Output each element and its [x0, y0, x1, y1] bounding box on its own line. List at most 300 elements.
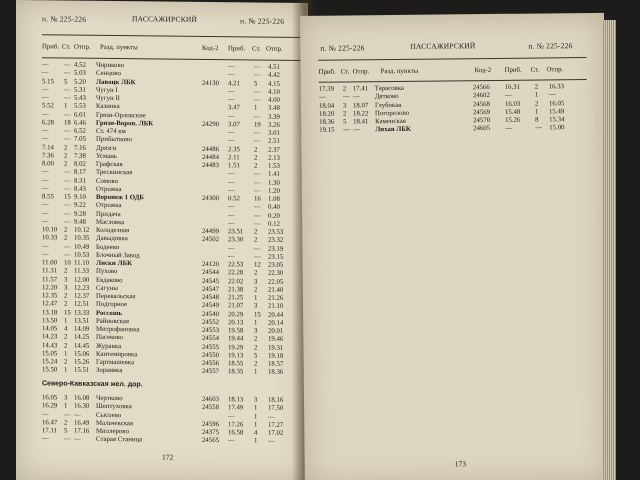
header-title: ПАССАЖИРСКИЙ	[410, 41, 476, 51]
cell-code: 24502	[202, 236, 219, 244]
cell-arr-b: —	[228, 412, 235, 420]
cell-arr-b: 19.13	[228, 351, 244, 360]
cell-arr-b: 15.26	[505, 116, 521, 124]
cell-dep-b: 19.31	[268, 344, 284, 352]
cell-stop-a: 2	[64, 358, 68, 366]
cell-arr-b: 21.38	[228, 285, 244, 294]
header-rule-top	[318, 57, 586, 61]
cell-stop-b: —	[254, 88, 261, 96]
cell-stop-a: 2	[342, 85, 347, 93]
cell-dep-a: 12.51	[74, 300, 90, 309]
cell-stop-a: —	[64, 201, 71, 209]
cell-code: 24499	[202, 227, 219, 236]
cell-arr-b: 21.25	[228, 294, 244, 302]
cell-stop-a: 1	[64, 102, 68, 110]
cell-stop-b: —	[254, 137, 261, 145]
cell-arr-a: —	[42, 435, 49, 443]
cell-stop-b: 2	[254, 236, 258, 244]
cell-station: Журавка	[96, 342, 121, 350]
cell-dep-b: 19.46	[268, 335, 284, 344]
cell-arr-a: 11.57	[42, 275, 58, 283]
cell-dep-a: 10.35	[74, 234, 90, 243]
cell-stop-a: —	[64, 251, 71, 259]
column-header-stop-a: Ст.	[62, 43, 71, 51]
cell-code: 24605	[473, 125, 491, 133]
cell-arr-b: —	[228, 219, 235, 228]
cell-stop-b: 5	[254, 352, 258, 360]
cell-arr-a: —	[42, 201, 49, 209]
cell-dep-b: 4.42	[268, 71, 280, 80]
cell-dep-a: 12.37	[74, 292, 90, 300]
cell-dep-b: 1.30	[268, 179, 280, 187]
cell-stop-b: —	[254, 203, 261, 211]
cell-arr-b: 22.28	[228, 269, 244, 277]
cell-dep-b: 4.51	[268, 63, 280, 71]
cell-station: Лиски ЛБК	[96, 259, 133, 268]
cell-stop-b: 1	[534, 108, 539, 116]
cell-stop-a: 1	[64, 317, 68, 325]
cell-stop-a: 2	[64, 267, 68, 275]
cell-dep-b: 3.48	[268, 104, 280, 113]
cell-code: 24484	[202, 153, 219, 161]
cell-dep-b: 21.10	[268, 302, 284, 311]
cell-dep-b: 0.40	[268, 203, 280, 212]
cell-station: Грязи-Орловские	[96, 111, 146, 119]
cell-dep-b: 23.05	[268, 261, 284, 269]
page-left	[16, 0, 308, 480]
cell-station: Митрофановка	[96, 325, 140, 334]
cell-dep-a: —	[353, 126, 361, 134]
cell-stop-a: 2	[64, 234, 68, 242]
cell-dep-b: 4.00	[268, 96, 280, 104]
cell-stop-a: 15	[64, 309, 71, 317]
cell-code: 24130	[202, 79, 219, 87]
cell-stop-a: 3	[64, 276, 68, 284]
cell-arr-a: 8.55	[42, 193, 54, 201]
cell-station: Погорелово	[374, 109, 410, 117]
cell-stop-a: —	[343, 126, 351, 134]
cell-station: Грязи-Ворон. ЛБК	[96, 119, 154, 128]
cell-stop-a: 2	[64, 144, 68, 152]
cell-station: Дрязги	[96, 144, 117, 152]
cell-dep-b: 23.53	[268, 228, 284, 236]
column-header-stop-a: Ст.	[340, 68, 350, 76]
cell-arr-b: 2.11	[228, 153, 240, 162]
cell-dep-a: 15.26	[74, 358, 90, 366]
cell-arr-b: —	[228, 71, 235, 79]
cell-code: 24603	[202, 395, 219, 404]
cell-stop-a: 1	[64, 350, 68, 358]
cell-stop-a: 2	[64, 300, 68, 308]
cell-arr-a: 16.05	[42, 394, 58, 402]
cell-stop-b: 1	[254, 368, 258, 376]
cell-arr-a: 14.23	[42, 333, 58, 341]
cell-dep-a: 15.51	[74, 366, 90, 375]
cell-code: 24545	[202, 277, 219, 285]
cell-station: Тарасовка	[374, 84, 405, 93]
cell-stop-a: 2	[64, 226, 68, 234]
cell-dep-a: 13.51	[74, 317, 90, 325]
cell-stop-b: 2	[254, 145, 258, 154]
cell-arr-b: 19.58	[228, 327, 244, 335]
cell-dep-a: 14.45	[74, 342, 90, 350]
cell-dep-a: —	[74, 435, 81, 443]
cell-stop-b: 1	[254, 404, 258, 412]
cell-station: Подгорное	[96, 301, 128, 309]
cell-code: 24596	[202, 420, 219, 428]
cell-stop-a: 2	[64, 292, 68, 300]
cell-stop-b: 2	[254, 360, 258, 368]
cell-stop-a: 4	[64, 325, 68, 333]
cell-dep-b: 1.53	[268, 162, 280, 170]
cell-arr-a: 6.28	[42, 119, 54, 127]
cell-stop-a: 3	[64, 284, 68, 292]
cell-code: 24300	[202, 194, 219, 203]
cell-arr-b: 16.31	[504, 83, 521, 91]
column-header-arr-b: Приб.	[504, 66, 522, 74]
cell-stop-b: 1	[254, 294, 258, 302]
header-train-left: п. № 225-226	[320, 43, 365, 53]
cell-stop-a: 3	[64, 394, 68, 402]
cell-station: Мальчевская	[96, 419, 134, 427]
cell-stop-a: —	[64, 218, 71, 226]
cell-code: 24375	[202, 428, 219, 437]
cell-code: 24552	[202, 318, 219, 326]
cell-arr-b: 15.48	[504, 108, 521, 116]
cell-stop-b: 3	[254, 396, 258, 404]
cell-stop-a: 5	[64, 427, 68, 435]
cell-arr-b: 4.21	[228, 79, 240, 87]
column-header-dep-b: Отпр.	[266, 45, 283, 53]
cell-arr-a: 7.14	[42, 143, 54, 151]
cell-dep-a: 9.10	[74, 193, 86, 201]
cell-arr-b: —	[505, 125, 513, 133]
table-row	[16, 435, 306, 446]
cell-code: 24554	[202, 335, 219, 343]
cell-dep-a: 13.33	[74, 309, 90, 317]
cell-arr-b: 16.58	[228, 429, 244, 437]
cell-arr-a: 12.47	[42, 300, 58, 308]
cell-stop-a: —	[64, 168, 71, 176]
cell-dep-a: 11.33	[74, 267, 90, 276]
cell-station: Воронеж 1 ОДБ	[96, 193, 144, 202]
cell-arr-b: 19.44	[228, 335, 244, 343]
cell-station: Давыдовка	[96, 235, 128, 243]
cell-station: Шептуховка	[96, 403, 132, 411]
cell-station: Старая Станица	[96, 436, 143, 444]
column-header-dep-a: Отпр.	[352, 68, 370, 76]
cell-dep-a: 9.28	[74, 210, 86, 218]
cell-code: 24486	[202, 145, 219, 153]
cell-code: 24540	[202, 310, 219, 318]
cell-arr-b: —	[228, 112, 235, 120]
cell-dep-a: 12.23	[74, 284, 90, 292]
cell-station: Лихая ЛБК	[375, 126, 411, 134]
cell-arr-b: 23.51	[228, 228, 244, 236]
cell-stop-b: 2	[254, 269, 258, 277]
column-header-stop-b: Ст.	[252, 45, 261, 53]
cell-dep-b: 18.57	[268, 360, 284, 368]
cell-arr-a: 14.05	[42, 325, 58, 333]
cell-arr-a: —	[42, 110, 49, 118]
cell-stop-a: 1	[64, 366, 68, 374]
cell-arr-b: 20.29	[228, 310, 244, 318]
cell-stop-a: 2	[64, 342, 68, 350]
cell-arr-a: 13.18	[42, 308, 58, 316]
column-header-arr-b: Приб.	[228, 45, 246, 53]
cell-stop-b: 3	[254, 277, 258, 286]
cell-arr-b: 2.35	[228, 145, 240, 153]
cell-arr-a: 10.33	[42, 234, 58, 242]
cell-code: 24557	[202, 368, 219, 376]
cell-arr-a: —	[42, 69, 49, 77]
cell-arr-b: 16.03	[504, 100, 521, 108]
cell-dep-a: 10.12	[74, 226, 90, 234]
cell-arr-b: —	[228, 203, 235, 211]
cell-arr-b: 19.29	[228, 343, 244, 351]
cell-station: Сенцово	[96, 70, 121, 78]
cell-code: 24569	[472, 108, 491, 116]
cell-station: Отрожка	[96, 202, 122, 210]
cell-stop-b: 3	[254, 302, 258, 310]
cell-arr-a: —	[42, 185, 49, 193]
cell-code: 24483	[202, 161, 219, 170]
cell-stop-a: 2	[64, 160, 68, 168]
cell-station: Чириково	[96, 61, 125, 70]
cell-code: 24544	[202, 269, 219, 277]
cell-arr-a: —	[318, 93, 326, 102]
cell-arr-b: —	[228, 252, 235, 261]
cell-dep-a: 14.25	[74, 333, 90, 342]
cell-dep-a: 16.49	[74, 419, 90, 427]
cell-station: Зорнявка	[96, 367, 123, 375]
cell-stop-a: 15	[64, 193, 71, 201]
cell-dep-b: —	[268, 437, 275, 445]
cell-dep-a: 10.53	[74, 251, 90, 259]
cell-station: Россошь	[96, 309, 123, 317]
column-header-dep-b: Отпр.	[546, 66, 564, 74]
cell-arr-b: —	[228, 186, 235, 195]
cell-stop-b: 1	[254, 437, 258, 445]
cell-stop-a: 5	[343, 118, 347, 126]
cell-station: Усмань	[96, 152, 118, 160]
page-right	[300, 13, 609, 480]
cell-stop-b: 2	[534, 83, 539, 91]
cell-dep-b: 21.26	[268, 294, 284, 302]
cell-arr-a: 11.00	[42, 259, 58, 267]
cell-stop-b: —	[535, 124, 543, 132]
cell-arr-b: 21.07	[228, 302, 244, 310]
cell-dep-a: 18.07	[352, 101, 369, 109]
cell-arr-a: 10.10	[42, 226, 58, 234]
cell-code: 24548	[202, 293, 219, 302]
cell-stop-a: —	[64, 94, 71, 102]
cell-dep-a: 7.05	[74, 135, 86, 143]
cell-dep-a: 7.16	[74, 144, 86, 152]
cell-arr-b: 17.26	[228, 420, 244, 429]
cell-stop-b: 1	[254, 412, 258, 421]
cell-station: Чугун I	[96, 86, 118, 94]
cell-dep-b: 17.50	[268, 404, 284, 413]
cell-arr-b: 20.13	[228, 318, 244, 327]
cell-code: 24120	[202, 260, 219, 269]
cell-arr-a: —	[42, 127, 49, 135]
cell-arr-b: —	[228, 129, 235, 137]
cell-dep-b: 15.34	[549, 116, 565, 124]
cell-arr-b: 1.51	[228, 162, 240, 170]
cell-stop-a: 18	[64, 119, 71, 127]
cell-station: Ст. 474 км	[96, 127, 126, 136]
cell-dep-b: —	[548, 91, 556, 99]
cell-code: 24558	[202, 404, 219, 412]
cell-arr-a: —	[42, 176, 49, 184]
cell-stop-b: 2	[254, 286, 258, 294]
cell-arr-b: 22.02	[228, 277, 244, 285]
cell-station: Миллерово	[96, 427, 129, 436]
cell-station: Сагуны	[96, 284, 118, 292]
cell-dep-b: 0.20	[268, 212, 280, 220]
page-number: 173	[454, 459, 466, 469]
cell-station: Графская	[96, 160, 123, 169]
cell-code: 24553	[202, 326, 219, 335]
cell-dep-b: 20.01	[268, 327, 284, 335]
cell-dep-b: 17.02	[268, 429, 284, 437]
cell-dep-a: 6.52	[74, 127, 86, 135]
cell-dep-b: 2.13	[268, 154, 280, 162]
cell-arr-a: 17.11	[42, 427, 58, 435]
cell-stop-b: 19	[254, 121, 261, 129]
cell-code: 24550	[202, 351, 219, 359]
cell-dep-a: —	[74, 411, 81, 419]
cell-dep-b: —	[268, 413, 275, 421]
cell-stop-a: —	[64, 411, 71, 419]
cell-stop-b: 1	[254, 421, 258, 429]
cell-dep-a: 5.53	[74, 102, 86, 110]
cell-dep-a: 8.17	[74, 168, 86, 176]
cell-arr-a: 18.20	[318, 110, 335, 118]
cell-dep-a: 18.22	[352, 110, 369, 118]
cell-dep-b: 4.15	[268, 80, 280, 88]
cell-code: 24565	[202, 437, 219, 445]
cell-stop-a: —	[64, 243, 71, 251]
cell-stop-b: —	[254, 211, 261, 220]
cell-stop-a: 2	[342, 110, 347, 118]
cell-station: Сомово	[96, 177, 119, 185]
cell-arr-a: 5.52	[42, 102, 54, 110]
header-train-right: п. № 225-226	[528, 41, 573, 51]
cell-stop-b: —	[254, 71, 261, 79]
cell-stop-a: —	[64, 86, 71, 94]
cell-stop-a: 10	[64, 259, 71, 267]
cell-dep-a: 7.38	[74, 152, 86, 160]
cell-station: Евдаково	[96, 276, 123, 284]
cell-dep-a: 17.16	[74, 427, 90, 435]
cell-arr-a: 18.36	[319, 118, 335, 126]
cell-dep-a: 11.10	[74, 259, 90, 267]
column-header-dep-a: Отпр.	[74, 43, 91, 51]
cell-arr-a: —	[42, 86, 49, 94]
cell-dep-a: —	[352, 93, 360, 101]
cell-stop-b: —	[254, 220, 261, 228]
cell-code: 24602	[472, 92, 490, 100]
cell-station: Бодеево	[96, 243, 120, 251]
cell-dep-a: 14.09	[74, 325, 90, 333]
cell-station: Гартмашевка	[96, 358, 135, 367]
cell-arr-a: —	[42, 61, 49, 69]
cell-dep-a: 15.06	[74, 350, 90, 358]
cell-dep-b: 2.51	[268, 137, 280, 146]
cell-code: 24556	[202, 359, 219, 368]
cell-dep-a: 4.52	[74, 61, 86, 69]
header-rule-bottom	[42, 57, 304, 61]
cell-dep-b: 3.39	[268, 113, 280, 121]
cell-stop-b: 2	[254, 335, 258, 343]
cell-arr-a: 18.04	[318, 102, 335, 110]
cell-stop-b: —	[254, 63, 261, 71]
cell-stop-a: —	[64, 127, 71, 135]
cell-code: 24566	[472, 84, 490, 92]
cell-dep-a: 16.08	[74, 394, 90, 402]
cell-arr-a: —	[42, 410, 49, 418]
cell-stop-b: 1	[254, 104, 258, 112]
cell-arr-a: 5.15	[42, 77, 54, 85]
cell-arr-b: —	[228, 244, 235, 252]
header-train-right: п. № 225-226	[240, 16, 285, 26]
cell-dep-b: 19.18	[268, 352, 284, 360]
cell-stop-a: —	[64, 111, 71, 119]
cell-station: Райновская	[96, 317, 129, 325]
cell-dep-b: 15.00	[549, 124, 565, 132]
cell-stop-b: 1	[534, 91, 539, 99]
cell-stop-b: —	[254, 253, 261, 261]
cell-stop-b: —	[254, 170, 261, 178]
cell-stop-b: —	[254, 129, 261, 137]
cell-arr-b: —	[228, 437, 235, 445]
cell-station: Казинка	[96, 103, 120, 111]
cell-code: 24570	[473, 117, 491, 125]
cell-stop-a: —	[64, 435, 71, 443]
column-header-code: Код-2	[202, 44, 219, 53]
cell-arr-b: —	[228, 87, 235, 96]
section-title: Северо-Кавказская жел. дор.	[42, 380, 143, 389]
cell-arr-b: 3.07	[228, 120, 240, 129]
cell-stop-a: —	[64, 61, 71, 69]
cell-dep-b: 3.01	[268, 129, 280, 137]
column-header-station: Разд. пункты	[380, 67, 419, 76]
cell-stop-a: 2	[64, 419, 68, 427]
cell-arr-a: 8.00	[42, 160, 54, 168]
cell-dep-b: 15.49	[548, 107, 565, 116]
cell-arr-a: —	[42, 135, 49, 143]
cell-stop-b: —	[254, 96, 261, 104]
column-header-arr-a: Приб.	[42, 43, 60, 51]
cell-dep-a: 8.43	[74, 185, 86, 193]
cell-stop-b: —	[254, 244, 261, 253]
cell-arr-b: —	[228, 137, 235, 145]
cell-dep-b: 18.16	[268, 396, 284, 404]
cell-station: Блочный Завод	[96, 251, 140, 260]
column-header-code: Код-2	[474, 67, 492, 75]
cell-arr-a: —	[42, 94, 49, 102]
cell-stop-b: 5	[254, 79, 258, 88]
cell-dep-a: 9.22	[74, 201, 86, 209]
cell-stop-b: 2	[254, 154, 258, 162]
cell-stop-b: 8	[535, 116, 539, 124]
header-rule-bottom	[319, 79, 587, 83]
cell-dep-b: 2.37	[268, 146, 280, 154]
cell-stop-b: 3	[254, 327, 258, 335]
cell-station: Перевальская	[96, 292, 136, 301]
